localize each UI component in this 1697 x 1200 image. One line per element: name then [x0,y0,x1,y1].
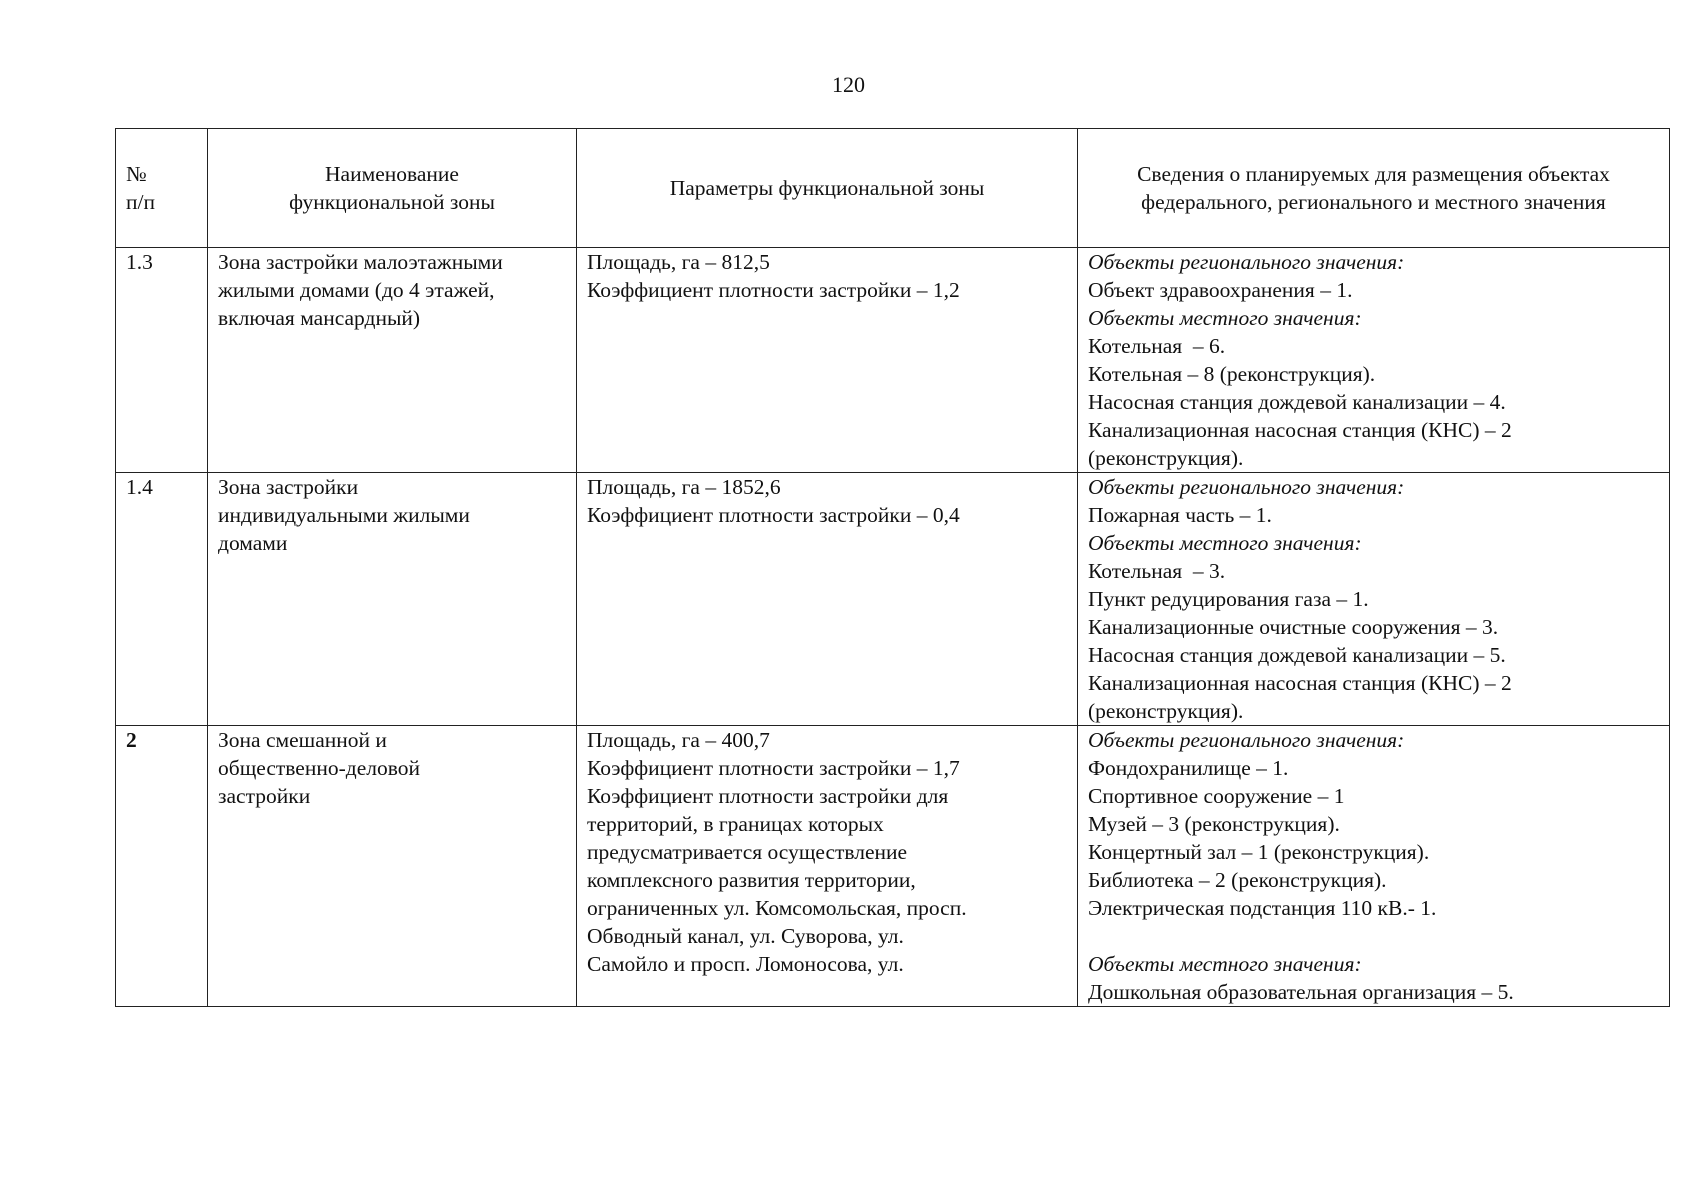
zone-param-line: Коэффициент плотности застройки – 1,2 [587,278,960,302]
table-row [116,473,1670,726]
functional-zones-table [115,128,1670,1007]
objects-category-heading: Объекты регионального значения: [1088,475,1405,499]
header-info-line: Сведения о планируемых для размещения объектах [1137,162,1610,186]
planned-object-line: Пожарная часть – 1. [1088,503,1272,527]
planned-object-line: Насосная станция дождевой канализации – 4. [1088,390,1506,414]
zone-name-line: включая мансардный) [218,306,421,330]
planned-object-line: Котельная – 6. [1088,334,1226,358]
planned-object-line: Дошкольная образовательная организация – 5. [1088,980,1514,1004]
blank-line [1088,922,1659,950]
header-num-line: № [126,162,147,186]
cell-num [116,248,208,473]
table-row [116,248,1670,473]
zone-name-line: жилыми домами (до 4 этажей, [218,278,495,302]
planned-object-line: Насосная станция дождевой канализации – 5. [1088,643,1506,667]
planned-object-line: Электрическая подстанция 110 кВ.- 1. [1088,896,1437,920]
objects-category-heading: Объекты регионального значения: [1088,250,1405,274]
planned-object-line: Концертный зал – 1 (реконструкция). [1088,840,1430,864]
table-body [116,248,1670,1007]
planned-object-line: Музей – 3 (реконструкция). [1088,812,1340,836]
zone-name-line: Зона застройки малоэтажными [218,250,503,274]
planned-object-line: Канализационная насосная станция (КНС) – 2 [1088,671,1512,695]
objects-category-heading: Объекты местного значения: [1088,952,1362,976]
row-number: 1.3 [126,250,153,274]
zone-param-line: Площадь, га – 812,5 [587,250,770,274]
zone-param-line: территорий, в границах которых [587,812,884,836]
zone-name-line: застройки [218,784,311,808]
zone-name-line: Зона смешанной и [218,728,387,752]
header-info [1078,129,1670,248]
header-info-line: федерального, регионального и местного значения [1141,190,1606,214]
header-name-line: Наименование [325,162,459,186]
planned-object-line: Котельная – 3. [1088,559,1226,583]
cell-zone-name [208,473,577,726]
header-params-line: Параметры функциональной зоны [669,176,985,200]
header-name-line: функциональной зоны [289,190,495,214]
cell-planned-objects [1078,248,1670,473]
cell-num [116,726,208,1007]
header-name [208,129,577,248]
zone-param-line: Площадь, га – 400,7 [587,728,770,752]
objects-category-heading: Объекты местного значения: [1088,531,1362,555]
planned-object-line: Канализационная насосная станция (КНС) – 2 [1088,418,1512,442]
cell-zone-params [577,726,1078,1007]
cell-planned-objects [1078,473,1670,726]
planned-object-line: Объект здравоохранения – 1. [1088,278,1353,302]
planned-object-line: (реконструкция). [1088,446,1244,470]
table-header-row [116,129,1670,248]
planned-object-line: Канализационные очистные сооружения – 3. [1088,615,1499,639]
planned-object-line: Фондохранилище – 1. [1088,756,1289,780]
cell-zone-name [208,248,577,473]
row-number: 1.4 [126,475,153,499]
zone-name-line: индивидуальными жилыми [218,503,470,527]
cell-zone-params [577,473,1078,726]
planned-object-line: Спортивное сооружение – 1 [1088,784,1345,808]
planned-object-line: Библиотека – 2 (реконструкция). [1088,868,1387,892]
header-params [577,129,1078,248]
zone-param-line: предусматривается осуществление [587,840,908,864]
zone-name-line: домами [218,531,288,555]
zone-name-line: Зона застройки [218,475,359,499]
table-row [116,726,1670,1007]
zone-param-line: Коэффициент плотности застройки для [587,784,949,808]
zone-param-line: комплексного развития территории, [587,868,916,892]
cell-planned-objects [1078,726,1670,1007]
page-number: 120 [832,72,865,97]
cell-zone-params [577,248,1078,473]
zone-param-line: Коэффициент плотности застройки – 1,7 [587,756,960,780]
planned-object-line: Пункт редуцирования газа – 1. [1088,587,1369,611]
zone-param-line: Коэффициент плотности застройки – 0,4 [587,503,960,527]
planned-object-line: (реконструкция). [1088,699,1244,723]
row-number: 2 [126,728,137,752]
zone-param-line: ограниченных ул. Комсомольская, просп. [587,896,967,920]
zone-name-line: общественно-деловой [218,756,420,780]
header-num [116,129,208,248]
cell-num [116,473,208,726]
objects-category-heading: Объекты регионального значения: [1088,728,1405,752]
cell-zone-name [208,726,577,1007]
header-num-line: п/п [126,190,155,214]
zone-param-line: Самойло и просп. Ломоносова, ул. [587,952,904,976]
planned-object-line: Котельная – 8 (реконструкция). [1088,362,1376,386]
zone-param-line: Площадь, га – 1852,6 [587,475,781,499]
objects-category-heading: Объекты местного значения: [1088,306,1362,330]
zone-param-line: Обводный канал, ул. Суворова, ул. [587,924,904,948]
